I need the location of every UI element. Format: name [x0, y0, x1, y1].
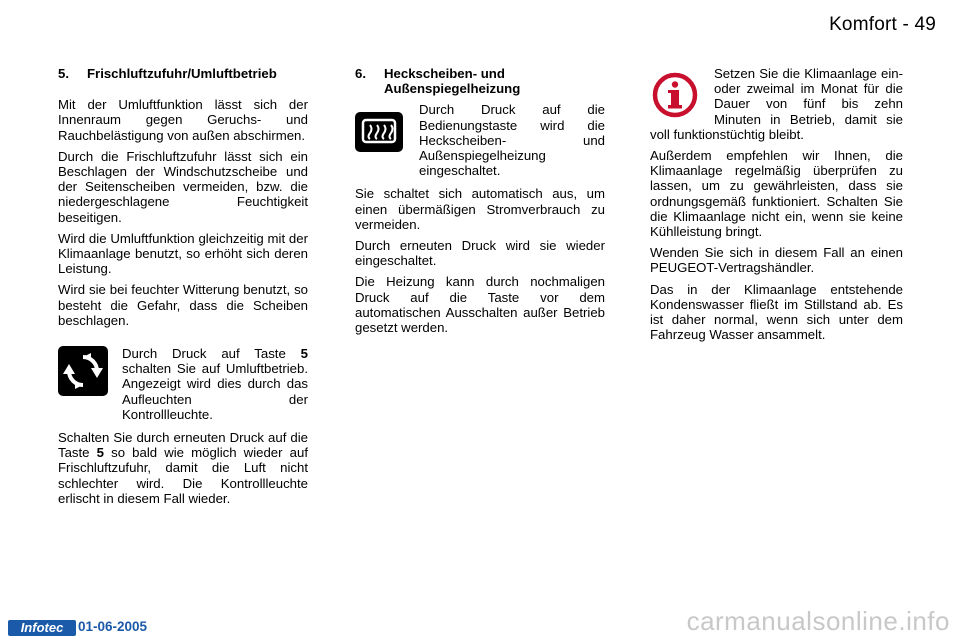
infotec-logo: Infotec	[8, 620, 76, 636]
rear-defrost-icon	[355, 112, 403, 152]
instruction-text: Durch Druck auf Taste	[122, 346, 301, 362]
paragraph: Wird die Umluftfunktion gleichzeitig mit der Klimaanlage benutzt, so erhöht sich deren Leistung.	[58, 230, 308, 277]
recirculation-icon	[58, 346, 108, 396]
paragraph: Sie schaltet sich automatisch aus, um einen übermäßigen Stromverbrauch zu vermeiden.	[355, 186, 605, 232]
paragraph: Mit der Umluftfunktion lässt sich der Innenraum gegen Geruchs- und Rauchbelästigung von außen abschirmen.	[58, 97, 308, 143]
paragraph	[58, 430, 308, 506]
instruction-text: schalten Sie auf Umluftbetrieb. Angezeigt wird dies durch das Aufleuchten der Kontrollleuchte.	[122, 361, 308, 422]
recirculation-instruction	[58, 346, 308, 422]
column-left	[58, 66, 308, 512]
paragraph-text: so bald wie möglich wieder auf Frischluftzufuhr, damit die Luft nicht schlechter wird. Die Kontrollleuchte erlischt in diesem Fall wieder.	[58, 445, 308, 506]
key-number: 5	[96, 445, 104, 461]
section-title: Frischluftzufuhr/Umluftbetrieb	[87, 66, 277, 81]
section-title: Heckscheiben- und Außenspiegelheizung	[384, 66, 521, 97]
paragraph: Außerdem empfehlen wir Ihnen, die Klimaanlage regelmäßig überprüfen zu lassen, um zu gewährleisten, dass sie ordnungsgemäß funktioniert. Schalten Sie die Klimaanlage nicht ein, wenn sie keine Kühlleistung bringt.	[650, 148, 903, 240]
paragraph: Das in der Klimaanlage entstehende Kondenswasser fließt im Stillstand ab. Es ist daher normal, wenn sich unter dem Fahrzeug Wasser ansammelt.	[650, 281, 903, 343]
page-title: Komfort - 49	[829, 14, 936, 35]
paragraph-text: Schalten Sie durch erneuten Druck auf die Taste	[58, 430, 308, 461]
watermark: carmanualsonline.info	[686, 606, 950, 636]
paragraph: Wird sie bei feuchter Witterung benutzt, so besteht die Gefahr, dass die Scheiben beschlagen.	[58, 282, 308, 328]
column-middle	[355, 66, 605, 341]
section-heading-5	[58, 66, 308, 81]
rear-defrost-instruction	[355, 102, 605, 178]
section-number: 6.	[355, 66, 366, 81]
paragraph: Die Heizung kann durch nochmaligen Druck auf die Taste vor dem automatischen Ausschalten außer Betrieb gesetzt werden.	[355, 274, 605, 336]
paragraph: Durch die Frischluftzufuhr lässt sich ein Beschlagen der Windschutzscheibe und der Seitenscheiben vermeiden, bzw. die niedergeschlagene Feuchtigkeit beseitigen.	[58, 148, 308, 225]
paragraph: Setzen Sie die Klimaanlage ein- oder zweimal im Monat für die Dauer von fünf bis zehn Minuten in Betrieb, damit sie voll funktionstüchtig bleibt.	[650, 66, 903, 142]
footer-date: 01-06-2005	[78, 619, 148, 634]
column-right	[650, 66, 903, 348]
instruction-text: Durch Druck auf die Bedienungstaste wird die Heckscheiben- und Außenspiegelheizung eingeschaltet.	[419, 102, 605, 179]
key-number: 5	[300, 346, 308, 362]
paragraph: Durch erneuten Druck wird sie wieder eingeschaltet.	[355, 238, 605, 269]
section-number: 5.	[58, 66, 69, 81]
paragraph: Wenden Sie sich in diesem Fall an einen PEUGEOT-Vertragshändler.	[650, 245, 903, 276]
section-heading-6	[355, 66, 605, 96]
info-icon	[652, 72, 698, 118]
